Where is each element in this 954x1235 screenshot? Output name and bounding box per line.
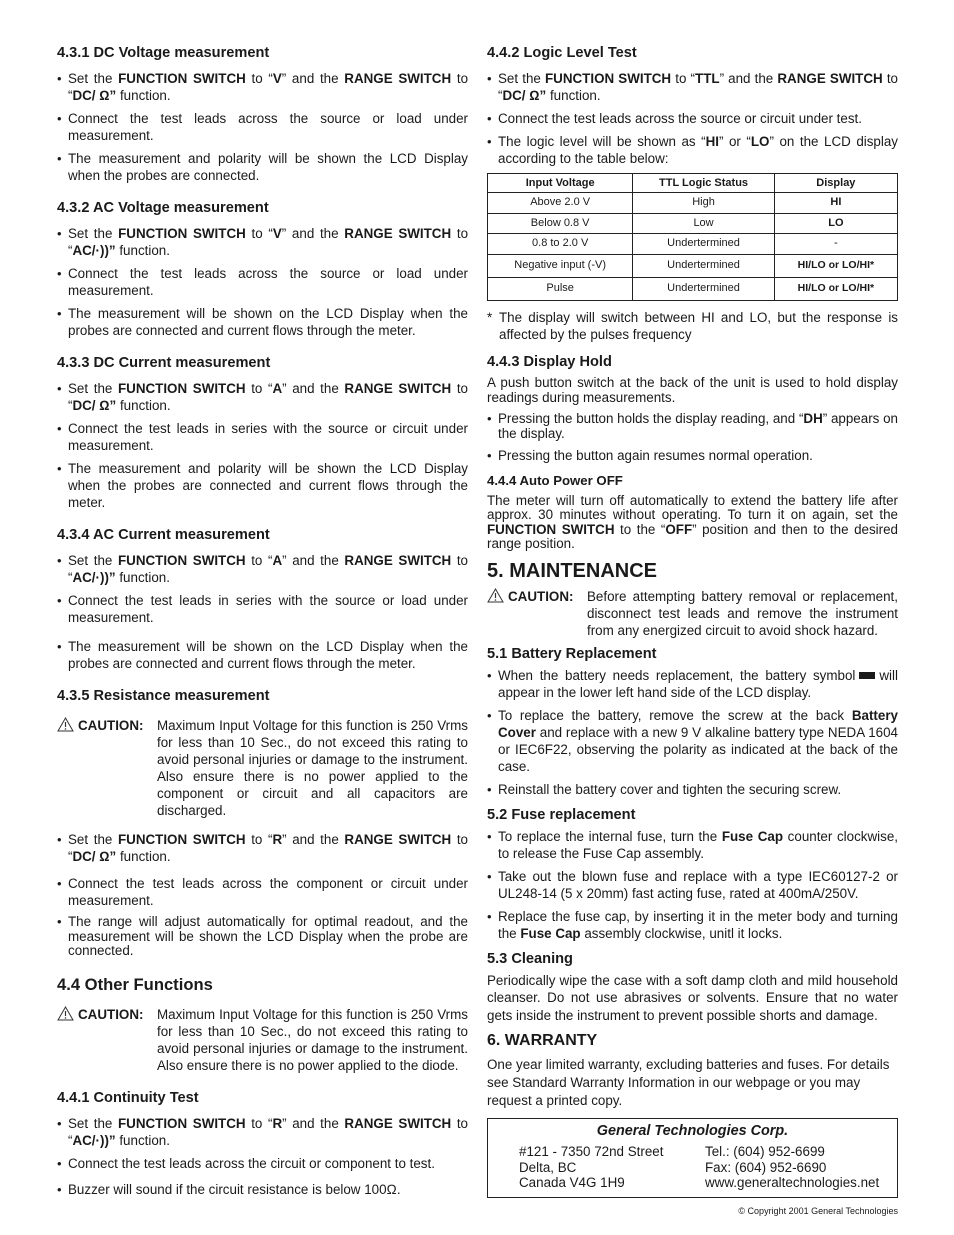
- paragraph: One year limited warranty, excluding batteries and fuses. For details see Standard Warranty Information in our webpage or you may request a printed copy.: [487, 1057, 890, 1108]
- section-4-4-3: [487, 353, 898, 464]
- list-item: • Connect the test leads in series with the source or circuit under measurement.: [57, 420, 468, 454]
- list-item: • Connect the test leads across the source or load under measurement.: [57, 110, 468, 144]
- table-footnote: * The display will switch between HI and LO, but the response is affected by the pulses frequency: [487, 309, 898, 343]
- section-5: [487, 560, 898, 639]
- section-4-3-2: [57, 199, 468, 339]
- caution-text: Before attempting battery removal or replacement, disconnect test leads and remove the instrument from any energized circuit to avoid shock hazard.: [587, 588, 898, 638]
- table-header: Input Voltage: [488, 174, 633, 193]
- list-item: • The logic level will be shown as “HI” or “LO” on the LCD display according to the table below:: [487, 133, 898, 167]
- caution-label: CAUTION:: [508, 588, 574, 604]
- caution-label: CAUTION: [78, 1006, 139, 1022]
- company-name: General Technologies Corp.: [596, 1123, 789, 1139]
- section-4-3-3: [57, 354, 468, 511]
- table-header: Display: [774, 174, 897, 193]
- caution-block: CAUTION : Maximum Input Voltage for this function is 250 Vrms for less than 10 Sec., do not exceed this rating to avoid personal injuries or damage to the instrument. Also ensure there is no power applied to the diode.: [57, 1006, 468, 1074]
- section-title: 4.3.1 DC Voltage measurement: [57, 45, 270, 61]
- caution-text: Maximum Input Voltage for this function is 250 Vrms for less than 10 Sec., do not exceed this rating to avoid personal injuries or damage to the instrument. Also ensure there is no power applied to the component or circuit and all capacitors are discharged.: [157, 718, 468, 818]
- section-4-3-5: [57, 687, 468, 959]
- phone-number: Tel.: (604) 952-6699: [705, 1144, 825, 1159]
- paragraph: A push button switch at the back of the unit is used to hold display readings during measurements.: [487, 374, 898, 405]
- caution-block: [487, 588, 898, 639]
- list-item: • Set the FUNCTION SWITCH to “R” and the RANGE SWITCH to “AC/·))” function.: [57, 1115, 468, 1149]
- list-item: • Connect the test leads across the source or load under measurement.: [57, 265, 468, 299]
- list-item: • Connect the test leads in series with the source or load under measurement.: [57, 592, 468, 626]
- address-line: Canada V4G 1H9: [519, 1175, 625, 1190]
- table-row: Below 0.8 V Low LO: [488, 213, 898, 234]
- table-row: 0.8 to 2.0 V Undertermined -: [488, 234, 898, 255]
- warning-triangle-icon: [487, 588, 504, 603]
- caution-label: CAUTION: [78, 718, 139, 733]
- section-title: 4.3.2 AC Voltage measurement: [57, 200, 269, 216]
- logic-level-table: [487, 173, 898, 301]
- address-line: #121 - 7350 72nd Street: [519, 1144, 664, 1159]
- section-4-4-4: [487, 472, 898, 552]
- table-row: Above 2.0 V High HI: [488, 193, 898, 214]
- list-item: • Set the FUNCTION SWITCH to “R” and the RANGE SWITCH to “DC/ Ω” function.: [57, 831, 468, 865]
- list-item: • Replace the fuse cap, by inserting it in the meter body and turning the Fuse Cap assembly clockwise, unitl it locks.: [487, 908, 898, 942]
- table-row: Pulse Undertermined HI/LO or LO/HI*: [488, 277, 898, 300]
- section-5-1: [487, 645, 898, 798]
- list-item: • Pressing the button again resumes normal operation.: [487, 447, 898, 464]
- company-contact-box: [487, 1118, 898, 1198]
- section-4-4-2: [487, 44, 898, 343]
- section-title: 5.2 Fuse replacement: [487, 806, 636, 823]
- list-item: • Set the FUNCTION SWITCH to “V” and the RANGE SWITCH to “DC/ Ω” function.: [57, 70, 468, 104]
- battery-icon: [859, 672, 875, 679]
- section-title: 4.4.4 Auto Power OFF: [487, 472, 623, 488]
- section-title: 4.4.2 Logic Level Test: [487, 45, 637, 61]
- paragraph: Periodically wipe the case with a soft damp cloth and mild household cleanser. Do not use abrasives or solvents. Ensure that no water gets inside the instrument to prevent possible shorts and damage.: [487, 972, 898, 1023]
- section-4-3-1: [57, 44, 468, 184]
- section-title: 4.3.3 DC Current measurement: [57, 355, 271, 371]
- list-item: • To replace the internal fuse, turn the Fuse Cap counter clockwise, to release the Fuse Cap assembly.: [487, 828, 898, 862]
- caution-block: CAUTION : Maximum Input Voltage for this function is 250 Vrms for less than 10 Sec., do not exceed this rating to avoid personal injuries or damage to the instrument. Also ensure there is no power applied to the component or circuit and all capacitors are discharged.: [57, 717, 468, 819]
- list-item: • Take out the blown fuse and replace with a type IEC60127-2 or UL248-14 (5 x 20mm) fast acting fuse, rated at 400mA/250V.: [487, 868, 898, 902]
- paragraph: The meter will turn off automatically to extend the battery life after approx. 30 minutes without operating. To turn it on again, set the FUNCTION SWITCH to the “OFF” position and then to the desired range position.: [487, 492, 898, 551]
- section-title: 4.4.1 Continuity Test: [57, 1089, 199, 1106]
- list-item: • Pressing the button holds the display reading, and “DH” appears on the display.: [487, 411, 898, 441]
- table-header-row: [488, 174, 898, 193]
- list-item: • When the battery needs replacement, the battery symbol will appear in the lower left hand side of the LCD display.: [487, 667, 898, 701]
- section-title: 4.3.5 Resistance measurement: [57, 688, 270, 704]
- fax-number: Fax: (604) 952-6690: [705, 1159, 827, 1175]
- left-column: [57, 44, 468, 1213]
- section-6: [487, 1030, 898, 1220]
- list-item: • Connect the test leads across the component or circuit under measurement.: [57, 875, 468, 909]
- section-title: 5.1 Battery Replacement: [487, 645, 657, 662]
- section-4-4-1: [57, 1089, 468, 1198]
- list-item: • The measurement will be shown on the LCD Display when the probes are connected and current flows through the meter.: [57, 638, 468, 672]
- list-item: • Set the FUNCTION SWITCH to “A” and the RANGE SWITCH to “AC/·))” function.: [57, 552, 468, 586]
- section-5-3: [487, 950, 898, 1025]
- list-item: • Connect the test leads across the circuit or component to test.: [57, 1155, 468, 1172]
- warning-triangle-icon: [57, 1006, 74, 1021]
- list-item: • Set the FUNCTION SWITCH to “A” and the RANGE SWITCH to “DC/ Ω” function.: [57, 380, 468, 414]
- warning-triangle-icon: [57, 717, 74, 732]
- website: www.generaltechnologies.net: [705, 1175, 880, 1190]
- list-item: • Connect the test leads across the source or circuit under test.: [487, 110, 898, 127]
- caution-text: Maximum Input Voltage for this function is 250 Vrms for less than 10 Sec., do not exceed this rating to avoid personal injuries or damage to the instrument. Also ensure there is no power applied to the diode.: [157, 1006, 468, 1073]
- right-column: [487, 44, 898, 1220]
- list-item: • Reinstall the battery cover and tighten the securing screw.: [487, 781, 898, 798]
- list-item: • The measurement and polarity will be shown the LCD Display when the probes are connected and current flows through the meter.: [57, 460, 468, 511]
- section-title: 4.4 Other Functions: [57, 974, 213, 994]
- list-item: • Buzzer will sound if the circuit resistance is below 100Ω.: [57, 1181, 468, 1198]
- section-4-4: [57, 974, 468, 1074]
- section-5-2: [487, 806, 898, 942]
- list-item: • Set the FUNCTION SWITCH to “V” and the RANGE SWITCH to “AC/·))” function.: [57, 225, 468, 259]
- section-title: 4.4.3 Display Hold: [487, 353, 612, 370]
- section-title: 5. MAINTENANCE: [487, 559, 658, 582]
- section-4-3-4: [57, 526, 468, 672]
- list-item: • Set the FUNCTION SWITCH to “TTL” and the RANGE SWITCH to “DC/ Ω” function.: [487, 70, 898, 104]
- copyright-notice: © Copyright 2001 General Technologies: [738, 1205, 898, 1216]
- section-title: 4.3.4 AC Current measurement: [57, 527, 270, 543]
- address-line: Delta, BC: [519, 1159, 577, 1175]
- section-title: 6. WARRANTY: [487, 1032, 598, 1049]
- list-item: • The range will adjust automatically for optimal readout, and the measurement will be shown the LCD Display when the probe are connected.: [57, 915, 468, 959]
- list-item: • The measurement and polarity will be shown the LCD Display when the probes are connected.: [57, 150, 468, 184]
- list-item: • The measurement will be shown on the LCD Display when the probes are connected and current flows through the meter.: [57, 305, 468, 339]
- table-row: Negative input (-V) Undertermined HI/LO or LO/HI*: [488, 254, 898, 277]
- table-header: TTL Logic Status: [633, 174, 774, 193]
- list-item: • To replace the battery, remove the screw at the back Battery Cover and replace with a new 9 V alkaline battery type NEDA 1604 or IEC6F22, observing the polarity as indicated at the back of the case.: [487, 707, 898, 775]
- section-title: 5.3 Cleaning: [487, 950, 573, 967]
